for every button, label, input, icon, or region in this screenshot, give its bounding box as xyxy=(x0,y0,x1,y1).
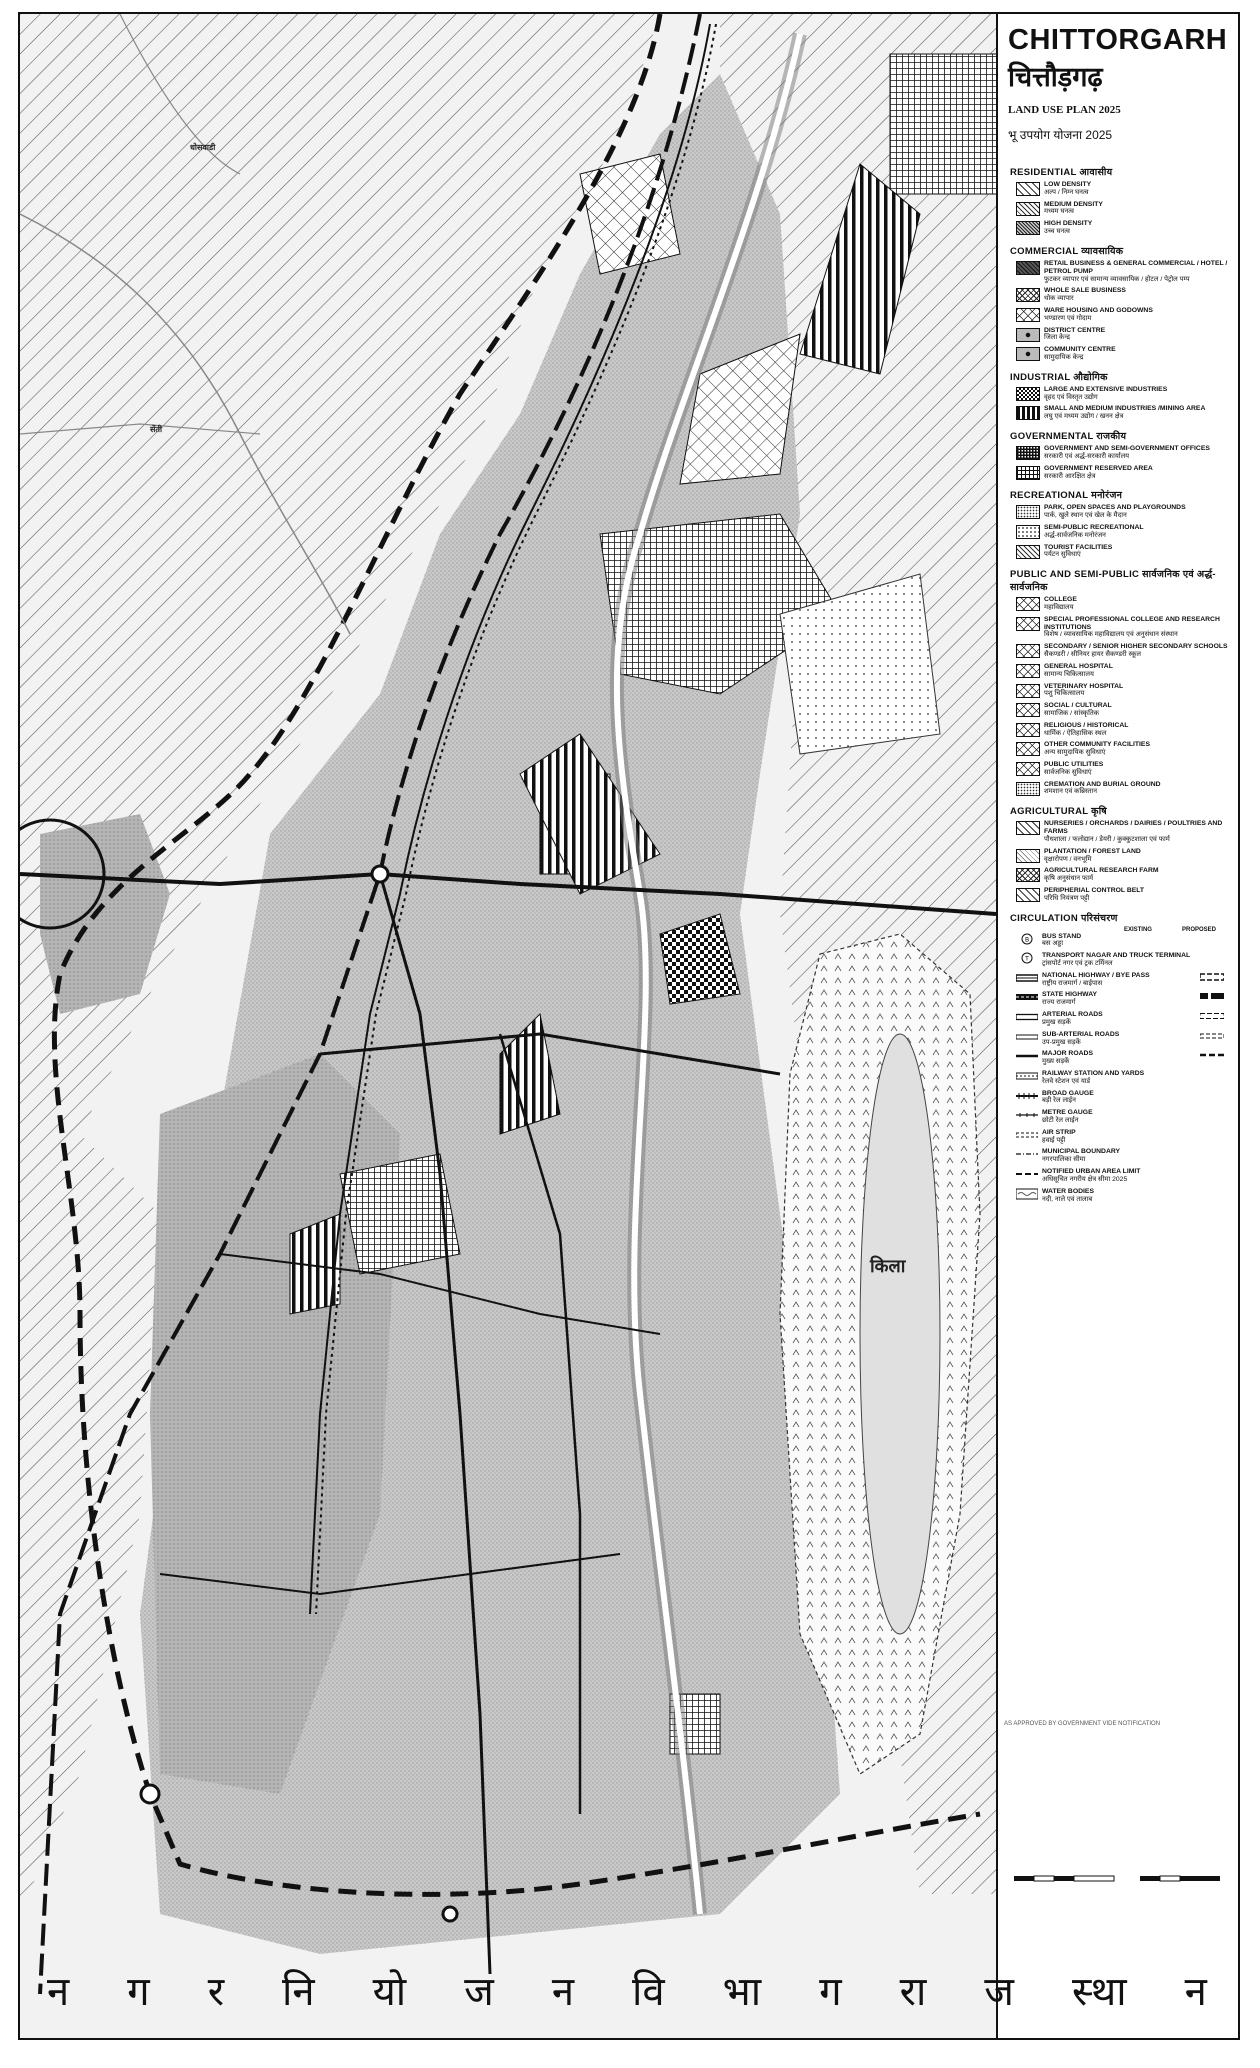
bypass-label: सेंती xyxy=(150,425,163,434)
legend-section-heading: RESIDENTIAL आवासीय xyxy=(1010,167,1113,178)
legend-swatch xyxy=(1016,406,1040,420)
plan-title-en: LAND USE PLAN 2025 xyxy=(1008,104,1121,116)
legend-item xyxy=(1016,181,1236,197)
circulation-symbol-existing xyxy=(1016,933,1038,945)
circulation-item xyxy=(1016,972,1236,988)
svg-text:B: B xyxy=(1024,936,1030,944)
fort-label: किला xyxy=(870,1256,906,1276)
legend-item-label-en: SEMI-PUBLIC RECREATIONAL xyxy=(1044,523,1144,531)
legend-swatch xyxy=(1016,505,1040,519)
legend-item-label-hi: कृषि अनुसंधान फार्म xyxy=(1044,875,1094,883)
legend-item-label-hi: सरकारी एवं अर्द्ध-सरकारी कार्यालय xyxy=(1044,452,1130,460)
legend-item-label-hi: विशेष / व्यावसायिक महाविद्यालय एवं अनुसंधान संस्थान xyxy=(1044,631,1178,639)
legend-item-label-en: RETAIL BUSINESS & GENERAL COMMERCIAL / HOTEL / PETROL PUMP xyxy=(1044,259,1228,275)
legend-swatch xyxy=(1016,684,1040,698)
circulation-symbol-existing xyxy=(1016,1090,1038,1102)
legend-item xyxy=(1016,722,1236,738)
circulation-label-hi: उप-प्रमुख सड़कें xyxy=(1042,1038,1081,1046)
legend-swatch xyxy=(1016,703,1040,717)
legend-swatch xyxy=(1016,261,1040,275)
circulation-label-en: RAILWAY STATION AND YARDS xyxy=(1042,1069,1145,1077)
legend-swatch xyxy=(1016,723,1040,737)
circulation-symbol-existing xyxy=(1016,1109,1038,1121)
legend-item xyxy=(1016,761,1236,777)
circulation-label-en: NOTIFIED URBAN AREA LIMIT xyxy=(1042,1168,1141,1176)
legend-item xyxy=(1016,848,1236,864)
legend-swatch xyxy=(1016,821,1040,835)
circulation-item xyxy=(1016,1031,1236,1047)
footer-letter: भा xyxy=(722,1969,766,2014)
legend-swatch xyxy=(1016,202,1040,216)
circulation-label-en: ARTERIAL ROADS xyxy=(1042,1011,1103,1019)
circulation-label-en: STATE HIGHWAY xyxy=(1042,991,1098,999)
footer-letter: न xyxy=(1184,1969,1211,2014)
legend-item xyxy=(1016,741,1236,757)
map-title-en: CHITTORGARH xyxy=(1008,24,1228,56)
footer-letter: वि xyxy=(632,1969,669,2014)
footer-letter: र xyxy=(207,1969,229,2014)
footer-letter: रा xyxy=(899,1969,931,2014)
legend-item-label-hi: सामुदायिक केन्द्र xyxy=(1044,354,1084,361)
map-title-hi: चित्तौड़गढ़ xyxy=(1008,62,1103,92)
legend-item-label-hi: धार्मिक / ऐतिहासिक स्थल xyxy=(1044,729,1107,737)
circulation-label-en: NATIONAL HIGHWAY / BYE PASS xyxy=(1042,971,1150,979)
circulation-item xyxy=(1016,1129,1236,1145)
circulation-label-hi: नगरपालिका सीमा xyxy=(1042,1156,1086,1164)
circulation-symbol-existing xyxy=(1016,1168,1038,1180)
legend-item-label-hi: सामाजिक / सांस्कृतिक xyxy=(1044,709,1099,717)
legend-swatch xyxy=(1016,545,1040,559)
map-legend xyxy=(1000,16,1236,1936)
legend-item-label-en: PARK, OPEN SPACES AND PLAYGROUNDS xyxy=(1044,504,1186,512)
circulation-symbol-existing xyxy=(1016,1050,1038,1062)
circulation-item xyxy=(1016,1168,1236,1184)
legend-swatch xyxy=(1016,849,1040,863)
legend-swatch xyxy=(1016,328,1040,342)
legend-item-label-hi: सार्वजनिक सुविधाएं xyxy=(1044,768,1092,776)
circulation-item xyxy=(1016,1090,1236,1106)
legend-swatch xyxy=(1016,644,1040,658)
legend-item-label-en: GENERAL HOSPITAL xyxy=(1044,662,1113,670)
circulation-symbol-proposed xyxy=(1200,1050,1224,1060)
circulation-item xyxy=(1016,933,1236,949)
legend-item-label-en: COMMUNITY CENTRE xyxy=(1044,346,1116,354)
legend-item xyxy=(1016,504,1236,520)
circulation-symbol-existing xyxy=(1016,1031,1038,1043)
legend-section-heading: AGRICULTURAL कृषि xyxy=(1010,806,1107,818)
circulation-label-en: BROAD GAUGE xyxy=(1042,1089,1094,1097)
circulation-heading: CIRCULATION परिसंचरण xyxy=(1010,912,1118,924)
circulation-label-en: AIR STRIP xyxy=(1042,1128,1076,1136)
legend-swatch xyxy=(1016,347,1040,361)
legend-item-label-en: GOVERNMENT AND SEMI-GOVERNMENT OFFICES xyxy=(1044,445,1210,453)
legend-swatch xyxy=(1016,387,1040,401)
proposed-header: PROPOSED xyxy=(1181,926,1216,933)
circulation-label-en: SUB-ARTERIAL ROADS xyxy=(1042,1030,1120,1038)
circulation-symbol-proposed xyxy=(1200,991,1224,1001)
circulation-label-en: WATER BODIES xyxy=(1042,1187,1094,1195)
legend-swatch xyxy=(1016,308,1040,322)
circulation-label-hi: हवाई पट्टी xyxy=(1042,1136,1066,1144)
legend-item-label-en: COLLEGE xyxy=(1044,596,1077,604)
circulation-label-en: MUNICIPAL BOUNDARY xyxy=(1042,1148,1121,1156)
footer-letter: ज xyxy=(984,1969,1018,2014)
legend-item xyxy=(1016,887,1236,903)
legend-sections xyxy=(1000,165,1236,903)
legend-item-label-hi: अल्प / निम्न घनत्व xyxy=(1044,188,1089,196)
legend-item-label-hi: लघु एवं मध्यम उद्योग / खनन क्षेत्र xyxy=(1044,413,1124,421)
legend-item xyxy=(1016,220,1236,236)
legend-item xyxy=(1016,663,1236,679)
legend-item-label-hi: थोक व्यापार xyxy=(1044,295,1074,303)
circulation-item xyxy=(1016,1148,1236,1164)
legend-section-heading: RECREATIONAL मनोरंजन xyxy=(1010,490,1123,502)
legend-item-label-en: DISTRICT CENTRE xyxy=(1044,326,1106,334)
legend-item xyxy=(1016,327,1236,343)
circulation-symbol-existing xyxy=(1016,1070,1038,1082)
legend-item-label-en: MEDIUM DENSITY xyxy=(1044,200,1103,208)
legend-section-heading: GOVERNMENTAL राजकीय xyxy=(1010,431,1127,443)
circulation-symbol-existing xyxy=(1016,1148,1038,1160)
circulation-item xyxy=(1016,1070,1236,1086)
legend-swatch xyxy=(1016,664,1040,678)
legend-item xyxy=(1016,346,1236,362)
legend-item-label-en: WHOLE SALE BUSINESS xyxy=(1044,287,1126,295)
legend-swatch xyxy=(1016,617,1040,631)
legend-item-label-en: WARE HOUSING AND GODOWNS xyxy=(1044,306,1153,314)
footer-letter: ज xyxy=(464,1969,498,2014)
legend-item-label-en: GOVERNMENT RESERVED AREA xyxy=(1044,464,1153,472)
legend-item-label-hi: भण्डारण एवं गोदाम xyxy=(1044,314,1092,322)
circulation-label-hi: ट्रांसपोर्ट नगर एवं ट्रक टर्मिनल xyxy=(1042,960,1113,967)
circulation-symbol-existing xyxy=(1016,991,1038,1003)
legend-swatch xyxy=(1016,742,1040,756)
legend-item xyxy=(1016,260,1236,283)
legend-swatch xyxy=(1016,868,1040,882)
legend-item-label-hi: वृहद एवं विस्तृत उद्योग xyxy=(1044,393,1098,401)
circulation-label-hi: प्रमुख सड़कें xyxy=(1042,1018,1071,1026)
legend-swatch xyxy=(1016,182,1040,196)
legend-item-label-en: CREMATION AND BURIAL GROUND xyxy=(1044,780,1161,788)
legend-item xyxy=(1016,445,1236,461)
footer-letter: न xyxy=(46,1969,74,2014)
circulation-symbol-existing xyxy=(1016,1011,1038,1023)
legend-swatch xyxy=(1016,597,1040,611)
circulation-label-hi: रेलवे स्टेशन एवं यार्ड xyxy=(1042,1077,1091,1085)
legend-item xyxy=(1016,781,1236,797)
circulation-items xyxy=(1000,933,1236,1204)
map-canvas xyxy=(20,14,996,2038)
legend-item-label-hi: उच्च घनत्व xyxy=(1044,228,1070,236)
legend-item-label-hi: शमशान एवं कब्रिस्तान xyxy=(1044,788,1098,796)
approval-note: AS APPROVED BY GOVERNMENT VIDE NOTIFICATION xyxy=(1004,1721,1161,1727)
circulation-item xyxy=(1016,1011,1236,1027)
legend-item-label-hi: पार्क, खुले स्थान एवं खेल के मैदान xyxy=(1044,512,1127,520)
circulation-item xyxy=(1016,1109,1236,1125)
legend-item-label-en: SECONDARY / SENIOR HIGHER SECONDARY SCHOOLS xyxy=(1044,643,1228,651)
legend-section-heading: PUBLIC AND SEMI-PUBLIC सार्वजनिक एवं अर्द्ध-सार्वजनिक xyxy=(1010,569,1216,594)
circulation-label-hi: मुख्य सड़कें xyxy=(1042,1058,1070,1066)
legend-item-label-hi: सरकारी आरक्षित क्षेत्र xyxy=(1044,472,1096,480)
legend-item xyxy=(1016,465,1236,481)
legend-item-label-hi: पौधशाला / फलोद्यान / डेयरी / कुक्कुटशाला एवं फार्म xyxy=(1044,835,1170,843)
scale-bar xyxy=(1010,1866,1230,1896)
legend-item-label-en: PERIPHERIAL CONTROL BELT xyxy=(1044,886,1145,894)
legend-item-label-hi: परिधि नियंत्रण पट्टी xyxy=(1044,894,1090,902)
legend-item xyxy=(1016,820,1236,843)
legend-item xyxy=(1016,702,1236,718)
circulation-label-hi: बड़ी रेल लाईन xyxy=(1042,1097,1076,1105)
legend-item-label-hi: वृक्षारोपण / वनभूमि xyxy=(1044,855,1092,863)
circulation-symbol-existing xyxy=(1016,952,1038,964)
footer-letter: यो xyxy=(372,1969,411,2014)
legend-item-label-en: SPECIAL PROFESSIONAL COLLEGE AND RESEARCH INSTITUTIONS xyxy=(1044,615,1220,631)
existing-header: EXISTING xyxy=(1123,926,1152,933)
legend-swatch xyxy=(1016,446,1040,460)
circulation-label-en: TRANSPORT NAGAR AND TRUCK TERMINAL xyxy=(1042,952,1191,960)
footer-letter: न xyxy=(551,1969,579,2014)
circulation-item xyxy=(1016,1188,1236,1204)
legend-item xyxy=(1016,596,1236,612)
village-label: धोसवाडी xyxy=(190,143,216,152)
circulation-label-en: METRE GAUGE xyxy=(1042,1109,1093,1117)
legend-item-label-hi: सामान्य चिकित्सालय xyxy=(1044,670,1094,678)
legend-item-label-en: OTHER COMMUNITY FACILITIES xyxy=(1044,741,1150,749)
circulation-label-hi: नदी, नाले एवं तालाब xyxy=(1042,1195,1093,1203)
legend-item-label-hi: अर्द्ध-सार्वजनिक मनोरंजन xyxy=(1044,531,1106,539)
legend-item-label-hi: जिला केन्द्र xyxy=(1044,334,1070,342)
legend-item xyxy=(1016,287,1236,303)
legend-item xyxy=(1016,867,1236,883)
legend-swatch xyxy=(1016,466,1040,480)
circulation-label-hi: राज्य राजमार्ग xyxy=(1042,999,1076,1007)
legend-item-label-en: SOCIAL / CULTURAL xyxy=(1044,702,1112,710)
legend-item-label-en: LOW DENSITY xyxy=(1044,181,1092,188)
legend-item xyxy=(1016,201,1236,217)
legend-item-label-en: SMALL AND MEDIUM INDUSTRIES /MINING AREA xyxy=(1044,405,1206,413)
legend-swatch xyxy=(1016,525,1040,539)
circulation-symbol-existing xyxy=(1016,1129,1038,1141)
legend-item-label-hi: मध्यम घनत्व xyxy=(1044,208,1074,216)
legend-item-label-hi: अन्य सामुदायिक सुविधाएं xyxy=(1044,749,1106,757)
legend-swatch xyxy=(1016,762,1040,776)
legend-item xyxy=(1016,643,1236,659)
legend-swatch xyxy=(1016,288,1040,302)
circulation-label-hi: राष्ट्रीय राजमार्ग / बाईपास xyxy=(1042,979,1103,987)
legend-item-label-hi: पर्यटन सुविधाएं xyxy=(1044,551,1081,559)
circulation-symbol-existing xyxy=(1016,972,1038,984)
circulation-item xyxy=(1016,991,1236,1007)
legend-item-label-en: VETERINARY HOSPITAL xyxy=(1044,682,1124,690)
department-footer xyxy=(20,1942,1238,2036)
footer-letter: ग xyxy=(127,1969,154,2014)
legend-item xyxy=(1016,386,1236,402)
legend-swatch xyxy=(1016,221,1040,235)
circulation-item xyxy=(1016,952,1236,968)
circulation-label-hi: बस अड्डा xyxy=(1042,940,1064,948)
circulation-label-en: BUS STAND xyxy=(1042,932,1082,940)
footer-letter: ग xyxy=(819,1969,846,2014)
legend-item xyxy=(1016,524,1236,540)
legend-item-label-en: PLANTATION / FOREST LAND xyxy=(1044,847,1141,855)
legend-item-label-hi: पशु चिकित्सालय xyxy=(1044,690,1085,698)
legend-item-label-hi: सैकण्डरी / सीनियर हायर सैकण्डरी स्कूल xyxy=(1044,651,1141,659)
legend-item xyxy=(1016,683,1236,699)
legend-item-label-en: RELIGIOUS / HISTORICAL xyxy=(1044,721,1129,729)
circulation-symbol-existing xyxy=(1016,1188,1038,1200)
plan-title-hi: भू उपयोग योजना 2025 xyxy=(1008,128,1113,142)
legend-item-label-en: TOURIST FACILITIES xyxy=(1044,543,1113,551)
legend-item-label-en: AGRICULTURAL RESEARCH FARM xyxy=(1044,867,1159,875)
circulation-symbol-proposed xyxy=(1200,972,1224,982)
legend-item-label-hi: महाविद्यालय xyxy=(1044,604,1074,611)
footer-letter: नि xyxy=(282,1969,319,2014)
svg-text:T: T xyxy=(1025,955,1029,963)
legend-item-label-en: HIGH DENSITY xyxy=(1044,220,1093,228)
circulation-item xyxy=(1016,1050,1236,1066)
circulation-label-hi: छोटी रेल लाईन xyxy=(1042,1117,1079,1124)
footer-letter: स्था xyxy=(1071,1969,1131,2014)
legend-item-label-en: LARGE AND EXTENSIVE INDUSTRIES xyxy=(1044,385,1168,393)
circulation-symbol-proposed xyxy=(1200,1031,1224,1041)
legend-item-label-en: PUBLIC UTILITIES xyxy=(1044,761,1104,768)
legend-swatch xyxy=(1016,782,1040,796)
circulation-symbol-proposed xyxy=(1200,1011,1224,1021)
legend-item xyxy=(1016,307,1236,323)
legend-item xyxy=(1016,405,1236,421)
circulation-label-hi: अधिसूचित नगरीय क्षेत्र सीमा 2025 xyxy=(1042,1175,1128,1183)
legend-item xyxy=(1016,616,1236,639)
land-use-map[interactable] xyxy=(20,14,998,2038)
legend-item-label-hi: फुटकर व्यापार एवं सामान्य व्यावसायिक / होटल / पेट्रोल पम्प xyxy=(1044,275,1190,283)
legend-item-label-en: NURSERIES / ORCHARDS / DAIRIES / POULTRIES AND FARMS xyxy=(1044,820,1223,836)
legend-item xyxy=(1016,544,1236,560)
circulation-label-en: MAJOR ROADS xyxy=(1042,1050,1093,1058)
legend-section-heading: COMMERCIAL व्यावसायिक xyxy=(1010,245,1124,257)
legend-swatch xyxy=(1016,888,1040,902)
legend-section-heading: INDUSTRIAL औद्योगिक xyxy=(1010,371,1108,383)
